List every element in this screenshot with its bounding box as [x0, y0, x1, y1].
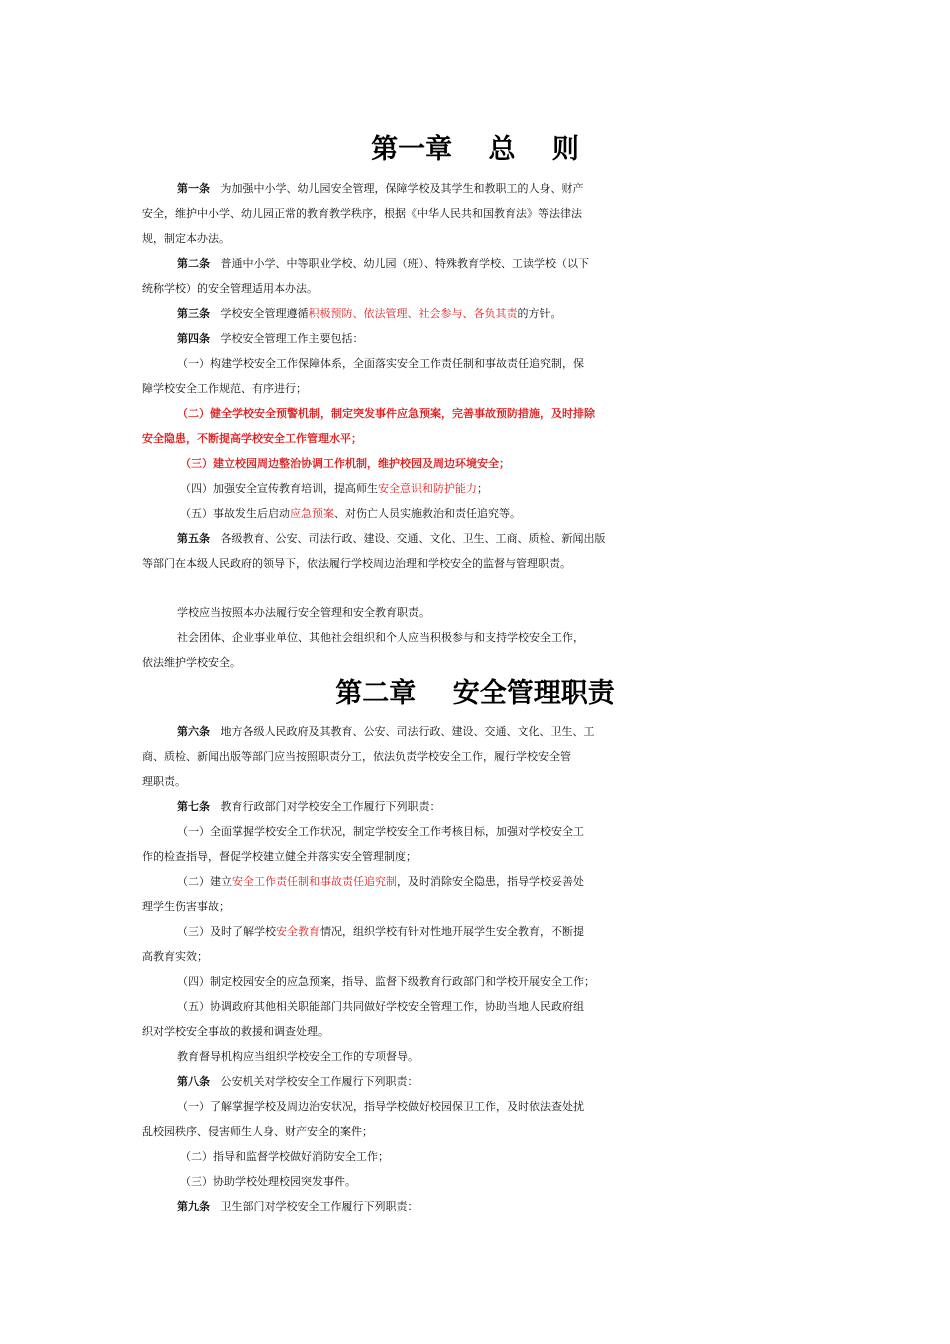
article-2-line-2: 统称学校）的安全管理适用本办法。: [142, 282, 318, 295]
article-5-label: 第五条: [177, 532, 210, 545]
article-7-item-3-line-1: （三）及时了解学校安全教育情况，组织学校有针对性地开展学生安全教育，不断提: [177, 925, 584, 938]
article-7-item-5-line-1: （五）协调政府其他相关职能部门共同做好学校安全管理工作，协助当地人民政府组: [177, 1000, 584, 1013]
article-6-label: 第六条: [177, 725, 210, 738]
article-5-paragraph-2: 学校应当按照本办法履行安全管理和安全教育职责。: [177, 606, 430, 619]
article-7-item-2-line-2: 理学生伤害事故；: [142, 900, 230, 913]
article-6-line-3: 理职责。: [142, 775, 186, 788]
article-7-item-3-highlight: 安全教育: [276, 925, 320, 938]
article-6-line-1: 第六条 地方各级人民政府及其教育、公安、司法行政、建设、交通、文化、卫生、工: [177, 725, 595, 738]
article-7-line-1: 第七条 教育行政部门对学校安全工作履行下列职责：: [177, 800, 441, 813]
article-4-item-4: （四）加强安全宣传教育培训，提高师生安全意识和防护能力；: [180, 482, 488, 495]
article-7-paragraph-2: 教育督导机构应当组织学校安全工作的专项督导。: [177, 1050, 419, 1063]
article-2-line-1: 第二条 普通中小学、中等职业学校、幼儿园（班）、特殊教育学校、工读学校（以下: [177, 257, 589, 270]
article-1-label: 第一条: [177, 182, 210, 195]
article-4-item-2-line-1: （二）健全学校安全预警机制，制定突发事件应急预案，完善事故预防措施，及时排除: [177, 407, 595, 420]
article-7-item-3-line-2: 高教育实效；: [142, 950, 208, 963]
article-5-line-2: 等部门在本级人民政府的领导下，依法履行学校周边治理和学校安全的监督与管理职责。: [142, 557, 571, 570]
article-3-line-1: 第三条 学校安全管理遵循积极预防、依法管理、社会参与、各负其责的方针。: [177, 307, 562, 320]
article-4-line-1: 第四条 学校安全管理工作主要包括：: [177, 332, 364, 345]
article-7-label: 第七条: [177, 800, 210, 813]
article-7-item-1-line-2: 作的检查指导，督促学校建立健全并落实安全管理制度；: [142, 850, 417, 863]
article-4-item-1-line-1: （一）构建学校安全工作保障体系，全面落实安全工作责任制和事故责任追究制，保: [177, 357, 584, 370]
article-3-highlight: 积极预防、依法管理、社会参与、各负其责: [308, 307, 518, 320]
article-8-item-1-line-1: （一）了解掌握学校及周边治安状况，指导学校做好校园保卫工作，及时依法查处扰: [177, 1100, 584, 1113]
article-4-item-1-line-2: 障学校安全工作规范、有序进行；: [142, 382, 307, 395]
article-9-label: 第九条: [177, 1200, 210, 1213]
chapter-2-title: 第二章 安全管理职责: [335, 678, 615, 709]
article-7-item-2-highlight: 安全工作责任制和事故责任追究制: [232, 875, 397, 888]
article-4-item-5-highlight: 应急预案: [290, 507, 334, 520]
article-8-line-1: 第八条 公安机关对学校安全工作履行下列职责：: [177, 1075, 419, 1088]
article-8-item-3: （三）协助学校处理校园突发事件。: [180, 1175, 356, 1188]
article-8-item-1-line-2: 乱校园秩序、侵害师生人身、财产安全的案件；: [142, 1125, 373, 1138]
article-1-line-1: 第一条 为加强中小学、幼儿园安全管理，保障学校及其学生和教职工的人身、财产: [177, 182, 584, 195]
article-4-item-4-highlight: 安全意识和防护能力: [378, 482, 477, 495]
article-1-line-2: 安全，维护中小学、幼儿园正常的教育教学秩序，根据《中华人民共和国教育法》等法律法: [142, 207, 582, 220]
article-1-line-3: 规，制定本办法。: [142, 232, 230, 245]
article-4-item-5: （五）事故发生后启动应急预案、对伤亡人员实施救治和责任追究等。: [180, 507, 521, 520]
article-4-item-3: （三）建立校园周边整治协调工作机制，维护校园及周边环境安全；: [180, 457, 510, 470]
article-7-item-1-line-1: （一）全面掌握学校安全工作状况，制定学校安全工作考核目标，加强对学校安全工: [177, 825, 584, 838]
article-6-line-2: 商、质检、新闻出版等部门应当按照职责分工，依法负责学校安全工作，履行学校安全管: [142, 750, 571, 763]
article-9-line-1: 第九条 卫生部门对学校安全工作履行下列职责：: [177, 1200, 419, 1213]
article-5-line-1: 第五条 各级教育、公安、司法行政、建设、交通、文化、卫生、工商、质检、新闻出版: [177, 532, 606, 545]
article-4-label: 第四条: [177, 332, 210, 345]
article-3-label: 第三条: [177, 307, 210, 320]
article-2-label: 第二条: [177, 257, 210, 270]
article-7-item-5-line-2: 织对学校安全事故的救援和调查处理。: [142, 1025, 329, 1038]
article-7-item-4: （四）制定校园安全的应急预案，指导、监督下级教育行政部门和学校开展安全工作；: [177, 975, 595, 988]
article-4-item-2-line-2: 安全隐患，不断提高学校安全工作管理水平；: [142, 432, 362, 445]
article-5-paragraph-3-line-1: 社会团体、企业事业单位、其他社会组织和个人应当积极参与和支持学校安全工作，: [177, 631, 584, 644]
article-8-item-2: （二）指导和监督学校做好消防安全工作；: [180, 1150, 389, 1163]
article-8-label: 第八条: [177, 1075, 210, 1088]
article-5-paragraph-3-line-2: 依法维护学校安全。: [142, 656, 241, 669]
article-7-item-2-line-1: （二）建立安全工作责任制和事故责任追究制，及时消除安全隐患，指导学校妥善处: [177, 875, 584, 888]
chapter-1-title: 第一章 总 则: [371, 134, 579, 165]
